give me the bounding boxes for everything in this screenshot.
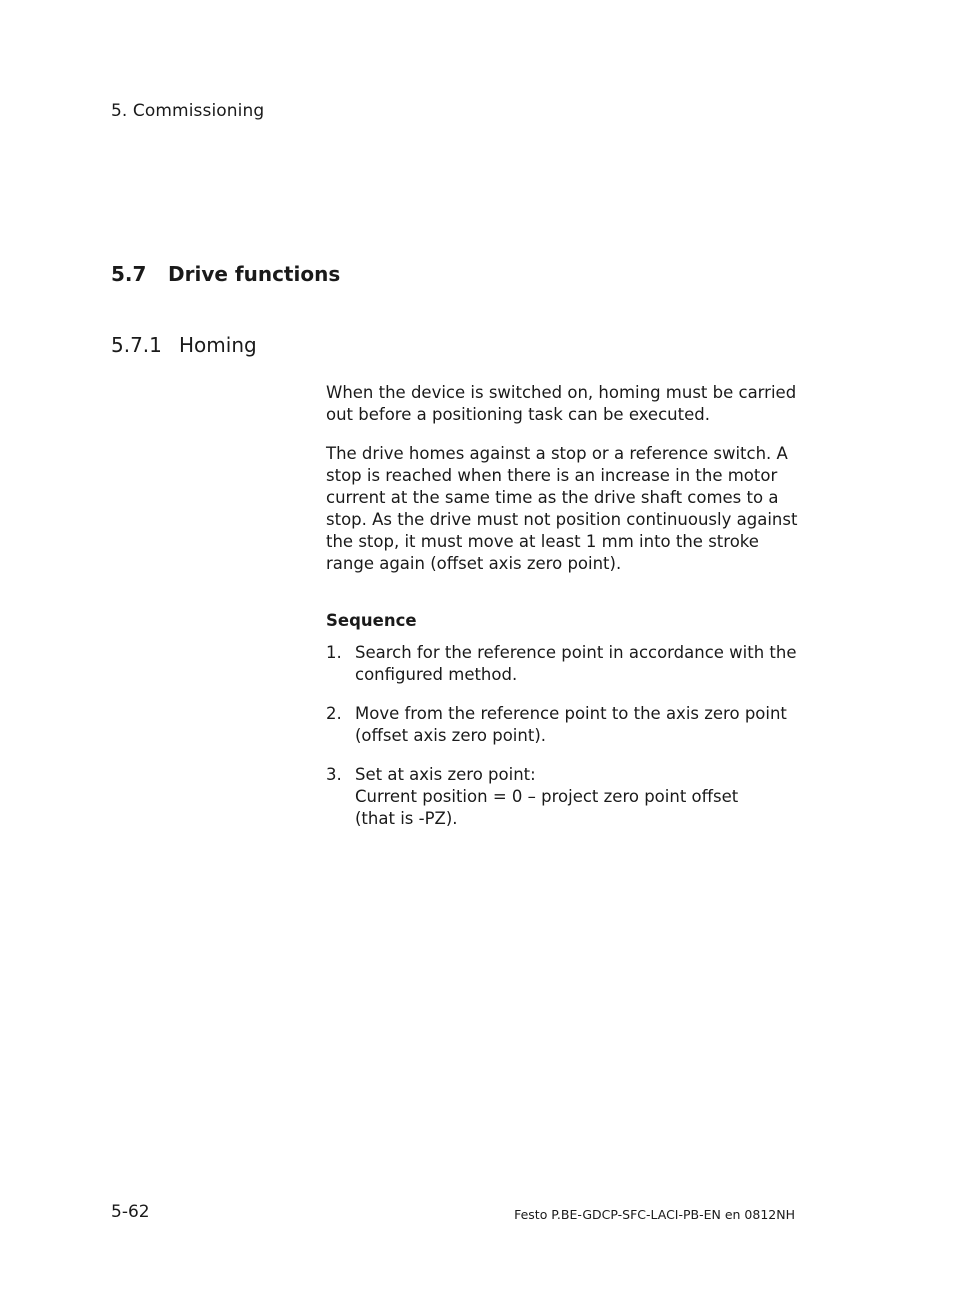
document-id: Festo P.BE-GDCP-SFC-LACI-PB-EN en 0812NH [514, 1207, 795, 1222]
sequence-heading: Sequence [326, 611, 417, 630]
list-item-text: Move from the reference point to the axis zero point (offset axis zero point). [355, 704, 787, 745]
list-item-text: Search for the reference point in accordance with the configured method. [355, 643, 797, 684]
section-title: Drive functions [168, 262, 341, 286]
body-column [326, 382, 806, 847]
list-item-text [355, 764, 806, 830]
section-heading [111, 262, 340, 286]
list-item-number: 2. [326, 704, 342, 723]
list-item-line: Set at axis zero point: [355, 765, 536, 784]
section-number: 5.7 [111, 262, 147, 286]
paragraph-intro: When the device is switched on, homing must be carried out before a positioning task can be executed. [326, 383, 797, 424]
list-item-line: Current position = 0 – project zero point offset [355, 787, 739, 806]
list-item [326, 764, 806, 830]
subsection-title: Homing [179, 333, 257, 357]
list-item [326, 703, 806, 747]
page-number: 5-62 [111, 1202, 150, 1222]
list-item-number: 1. [326, 643, 342, 662]
subsection-heading [111, 333, 257, 357]
list-item [326, 642, 806, 686]
running-header: 5. Commissioning [111, 101, 265, 121]
paragraph-stop-description: The drive homes against a stop or a reference switch. A stop is reached when there is an increase in the motor current at the same time as the drive shaft comes to a stop. As the drive must not position continuously against the stop, it must move at least 1 mm into the stroke range again (offset axis zero point). [326, 444, 798, 573]
list-item-line: (that is -PZ). [355, 809, 458, 828]
sequence-list [326, 642, 806, 830]
list-item-number: 3. [326, 765, 342, 784]
subsection-number: 5.7.1 [111, 333, 162, 357]
